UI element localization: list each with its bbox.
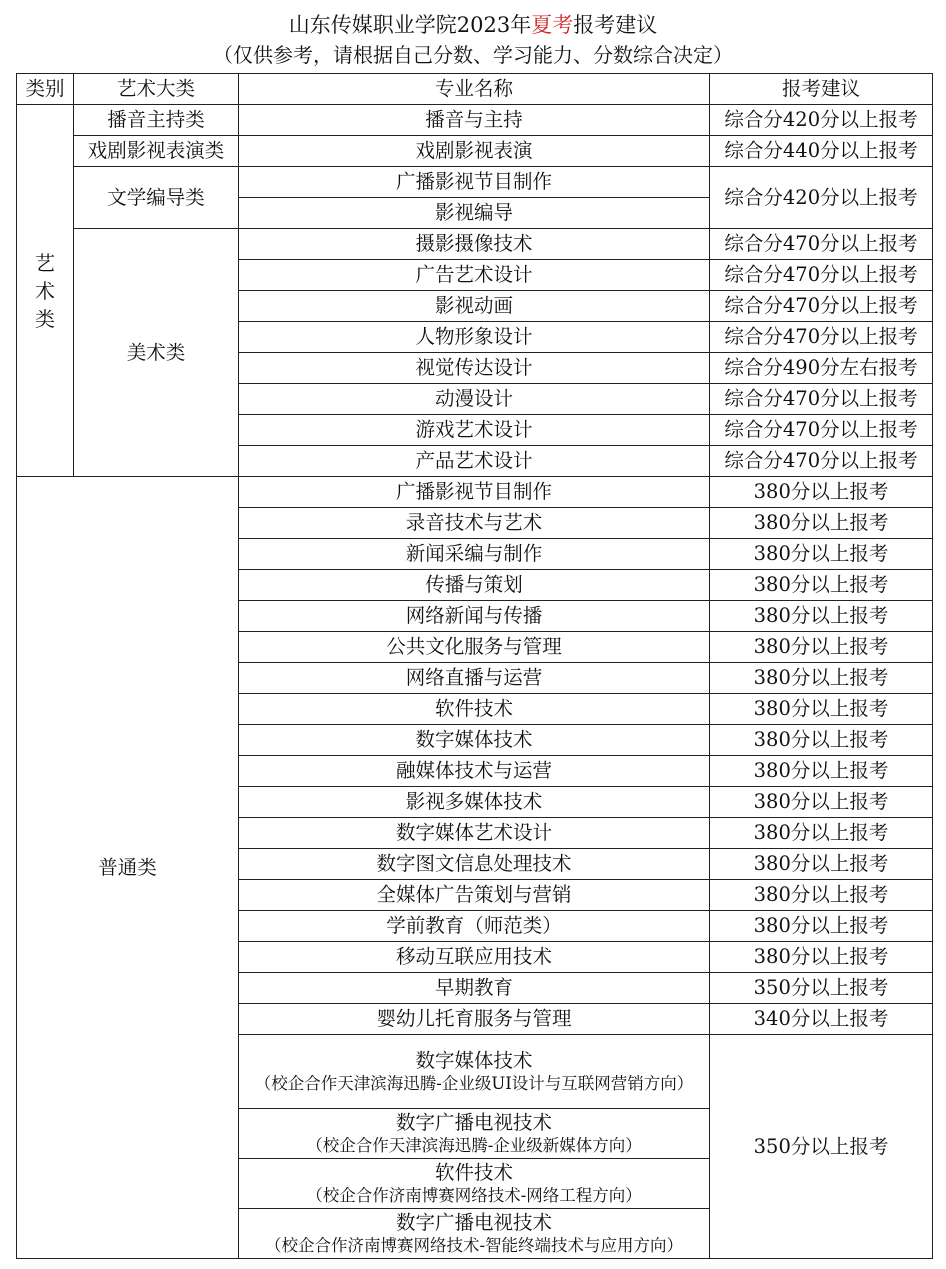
- header-major: 专业名称: [239, 74, 710, 105]
- advice-cell: 380分以上报考: [710, 601, 933, 632]
- advice-cell: 380分以上报考: [710, 880, 933, 911]
- table-header-row: [17, 74, 933, 105]
- advice-cell: 380分以上报考: [710, 508, 933, 539]
- coop-major-note: （校企合作天津滨海迅腾-企业级新媒体方向）: [306, 1136, 642, 1155]
- advice-cell: 380分以上报考: [710, 849, 933, 880]
- table-row: [17, 477, 933, 508]
- page-title: 山东传媒职业学院2023年夏考报考建议: [288, 13, 658, 37]
- advice-cell: 综合分470分以上报考: [710, 384, 933, 415]
- table-row: [17, 136, 933, 167]
- major-cell: 影视多媒体技术: [239, 787, 710, 818]
- major-cell: 摄影摄像技术: [239, 229, 710, 260]
- advice-cell: 380分以上报考: [710, 911, 933, 942]
- major-cell: 录音技术与艺术: [239, 508, 710, 539]
- major-cell: 广播影视节目制作: [239, 477, 710, 508]
- admission-advice-table: [16, 73, 933, 1259]
- major-cell: 产品艺术设计: [239, 446, 710, 477]
- table-row: [17, 105, 933, 136]
- advice-cell: 380分以上报考: [710, 787, 933, 818]
- advice-cell: 380分以上报考: [710, 818, 933, 849]
- advice-cell: 380分以上报考: [710, 694, 933, 725]
- major-cell: 新闻采编与制作: [239, 539, 710, 570]
- major-cell: 公共文化服务与管理: [239, 632, 710, 663]
- major-cell: 戏剧影视表演: [239, 136, 710, 167]
- coop-major-note: （校企合作济南博赛网络技术-网络工程方向）: [306, 1186, 642, 1205]
- advice-cell: 380分以上报考: [710, 477, 933, 508]
- coop-major-note: （校企合作天津滨海迅腾-企业级UI设计与互联网营销方向）: [254, 1074, 694, 1093]
- art-class-cell: 播音主持类: [74, 105, 239, 136]
- art-class-cell: 戏剧影视表演类: [74, 136, 239, 167]
- general-category-cell: 普通类: [17, 477, 239, 1259]
- major-cell: 游戏艺术设计: [239, 415, 710, 446]
- advice-cell: 380分以上报考: [710, 632, 933, 663]
- major-cell: 视觉传达设计: [239, 353, 710, 384]
- coop-major-note: （校企合作济南博赛网络技术-智能终端技术与应用方向）: [264, 1236, 684, 1255]
- title-highlight: 夏考: [531, 13, 574, 37]
- coop-major-cell: [239, 1035, 710, 1109]
- major-cell: 软件技术: [239, 694, 710, 725]
- advice-cell: 380分以上报考: [710, 942, 933, 973]
- major-cell: 播音与主持: [239, 105, 710, 136]
- page-subtitle: （仅供参考，请根据自己分数、学习能力、分数综合决定）: [213, 43, 733, 67]
- coop-major-name: 数字广播电视技术: [395, 1211, 552, 1234]
- major-cell: 广播影视节目制作: [239, 167, 710, 198]
- advice-cell: 综合分490分左右报考: [710, 353, 933, 384]
- advice-cell: 综合分470分以上报考: [710, 415, 933, 446]
- coop-major-name: 数字广播电视技术: [395, 1111, 552, 1134]
- coop-major-name: 数字媒体技术: [415, 1049, 533, 1072]
- advice-cell: 综合分470分以上报考: [710, 322, 933, 353]
- major-cell: 融媒体技术与运营: [239, 756, 710, 787]
- advice-cell: 380分以上报考: [710, 570, 933, 601]
- major-cell: 数字媒体艺术设计: [239, 818, 710, 849]
- major-cell: 动漫设计: [239, 384, 710, 415]
- advice-cell: 综合分470分以上报考: [710, 446, 933, 477]
- advice-cell: 综合分420分以上报考: [710, 167, 933, 229]
- table-row: [17, 229, 933, 260]
- advice-cell: 综合分440分以上报考: [710, 136, 933, 167]
- major-cell: 影视编导: [239, 198, 710, 229]
- major-cell: 人物形象设计: [239, 322, 710, 353]
- major-cell: 移动互联应用技术: [239, 942, 710, 973]
- advice-cell: 350分以上报考: [710, 973, 933, 1004]
- header-category: 类别: [17, 74, 74, 105]
- art-category-cell: [17, 105, 74, 477]
- header-art-class: 艺术大类: [74, 74, 239, 105]
- major-cell: 影视动画: [239, 291, 710, 322]
- advice-cell: 综合分470分以上报考: [710, 291, 933, 322]
- advice-cell: 350分以上报考: [710, 1035, 933, 1259]
- advice-cell: 340分以上报考: [710, 1004, 933, 1035]
- major-cell: 婴幼儿托育服务与管理: [239, 1004, 710, 1035]
- header-advice: 报考建议: [710, 74, 933, 105]
- art-class-cell: 文学编导类: [74, 167, 239, 229]
- major-cell: 数字媒体技术: [239, 725, 710, 756]
- major-cell: 网络新闻与传播: [239, 601, 710, 632]
- major-cell: 早期教育: [239, 973, 710, 1004]
- advice-cell: 综合分470分以上报考: [710, 260, 933, 291]
- major-cell: 学前教育（师范类）: [239, 911, 710, 942]
- advice-cell: 380分以上报考: [710, 725, 933, 756]
- major-cell: 传播与策划: [239, 570, 710, 601]
- advice-cell: 380分以上报考: [710, 539, 933, 570]
- art-class-cell: 美术类: [74, 229, 239, 477]
- major-cell: 广告艺术设计: [239, 260, 710, 291]
- advice-cell: 380分以上报考: [710, 663, 933, 694]
- coop-major-cell: [239, 1109, 710, 1159]
- major-cell: 网络直播与运营: [239, 663, 710, 694]
- major-cell: 数字图文信息处理技术: [239, 849, 710, 880]
- coop-major-name: 软件技术: [434, 1161, 513, 1184]
- coop-major-cell: [239, 1209, 710, 1259]
- major-cell: 全媒体广告策划与营销: [239, 880, 710, 911]
- table-row: [17, 167, 933, 198]
- advice-cell: 综合分420分以上报考: [710, 105, 933, 136]
- coop-major-cell: [239, 1159, 710, 1209]
- advice-cell: 综合分470分以上报考: [710, 229, 933, 260]
- advice-cell: 380分以上报考: [710, 756, 933, 787]
- art-category-label: 艺 术 类: [35, 250, 55, 331]
